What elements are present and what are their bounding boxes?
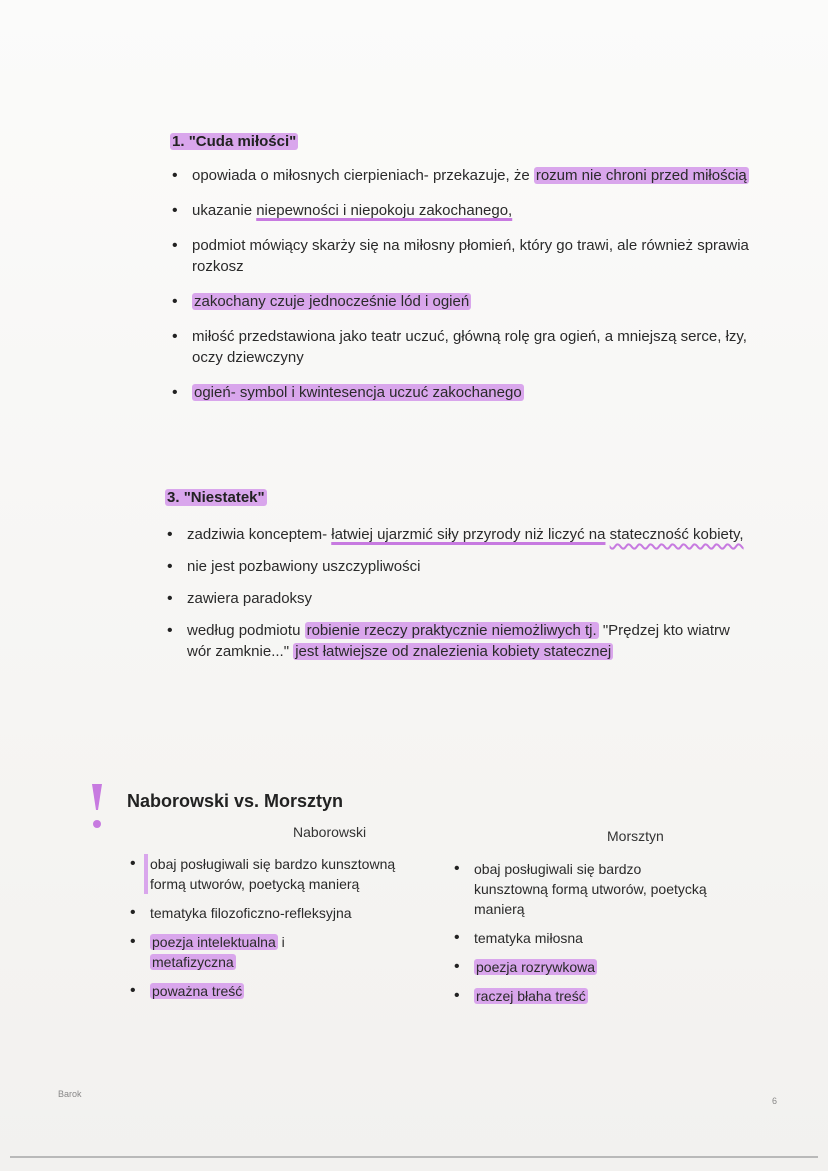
item-text: i	[277, 934, 285, 950]
list-item	[170, 326, 770, 368]
section-1-list	[170, 165, 770, 417]
list-item	[165, 588, 745, 609]
item-text: zawiera paradoksy	[187, 590, 313, 607]
list-item	[170, 291, 770, 312]
left-column-heading: Naborowski	[293, 824, 367, 840]
exclamation-marker-icon	[90, 782, 104, 832]
footer-section-label: Barok	[58, 1089, 82, 1099]
list-item	[452, 859, 712, 919]
highlighted-text: ogień- symbol i kwintesencja uczuć zakochanego	[194, 384, 522, 401]
highlighted-text: poezja intelektualna	[152, 934, 276, 950]
item-text: ukazanie	[192, 202, 257, 219]
item-text: tematyka miłosna	[474, 930, 583, 946]
right-column-heading: Morsztyn	[607, 828, 664, 844]
bottom-divider	[10, 1156, 818, 1158]
section-3-number: 3.	[167, 489, 180, 506]
section-3-list	[165, 524, 745, 673]
list-item	[170, 382, 770, 403]
marked-text: • obaj posługiwali się bardzo kunsztowną formą utworów, poetycką manierą	[144, 854, 428, 894]
item-text: według podmiotu	[187, 622, 305, 639]
list-item	[170, 165, 770, 186]
highlighted-text: rozum nie chroni przed miłością	[535, 167, 747, 184]
highlighted-text: poezja rozrywkowa	[476, 959, 596, 975]
list-item	[452, 986, 712, 1006]
highlighted-text: metafizyczna	[152, 954, 234, 970]
item-text: zadziwia konceptem-	[187, 526, 332, 543]
list-item	[170, 200, 770, 221]
underlined-text: łatwiej ujarzmić siły przyrody niż liczyć na	[331, 526, 606, 543]
morsztyn-list	[452, 859, 712, 1015]
page-number: 6	[772, 1096, 778, 1106]
section-1-title	[170, 133, 298, 150]
section-3-title-text: "Niestatek"	[183, 489, 265, 506]
list-item	[128, 903, 428, 923]
quote-text: "Prędzej kto wiatrw wór zamknie..."	[187, 622, 730, 660]
list-item	[165, 620, 745, 662]
item-text: tematyka filozoficzno-refleksyjna	[150, 905, 352, 921]
item-text: miłość przedstawiona jako teatr uczuć, główną rolę gra ogień, a mniejszą serce, łzy, oczy dziewczyny	[192, 328, 747, 366]
list-item	[128, 981, 428, 1001]
list-item	[128, 932, 428, 972]
list-item	[128, 854, 428, 894]
highlighted-text: raczej błaha treść	[476, 988, 586, 1004]
list-item	[165, 556, 745, 577]
wavy-underlined-text: stateczność kobiety,	[609, 526, 744, 543]
list-item	[165, 524, 745, 545]
item-text: opowiada o miłosnych cierpieniach- przekazuje, że	[192, 167, 534, 184]
list-item	[170, 235, 770, 277]
list-item	[452, 928, 712, 948]
underlined-text: niepewności i niepokoju zakochanego,	[256, 202, 513, 219]
highlighted-text: robienie rzeczy praktycznie niemożliwych tj.	[306, 622, 597, 639]
item-text: obaj posługiwali się bardzo kunsztowną formą utworów, poetycką manierą	[474, 861, 707, 917]
naborowski-list	[128, 854, 428, 1010]
highlighted-text: jest łatwiejsze od znalezienia kobiety statecznej	[295, 643, 612, 660]
section-1-number: 1.	[172, 133, 185, 150]
section-3-title	[165, 489, 267, 506]
list-item	[452, 957, 712, 977]
item-text: nie jest pozbawiony uszczypliwości	[187, 558, 421, 575]
highlighted-text: zakochany czuje jednocześnie lód i ogień	[194, 293, 470, 310]
comparison-title: Naborowski vs. Morsztyn	[127, 791, 344, 811]
section-1-title-text: "Cuda miłości"	[188, 133, 297, 150]
highlighted-text: poważna treść	[152, 983, 243, 999]
item-text: podmiot mówiący skarży się na miłosny płomień, który go trawi, ale również sprawia rozkosz	[192, 237, 749, 275]
